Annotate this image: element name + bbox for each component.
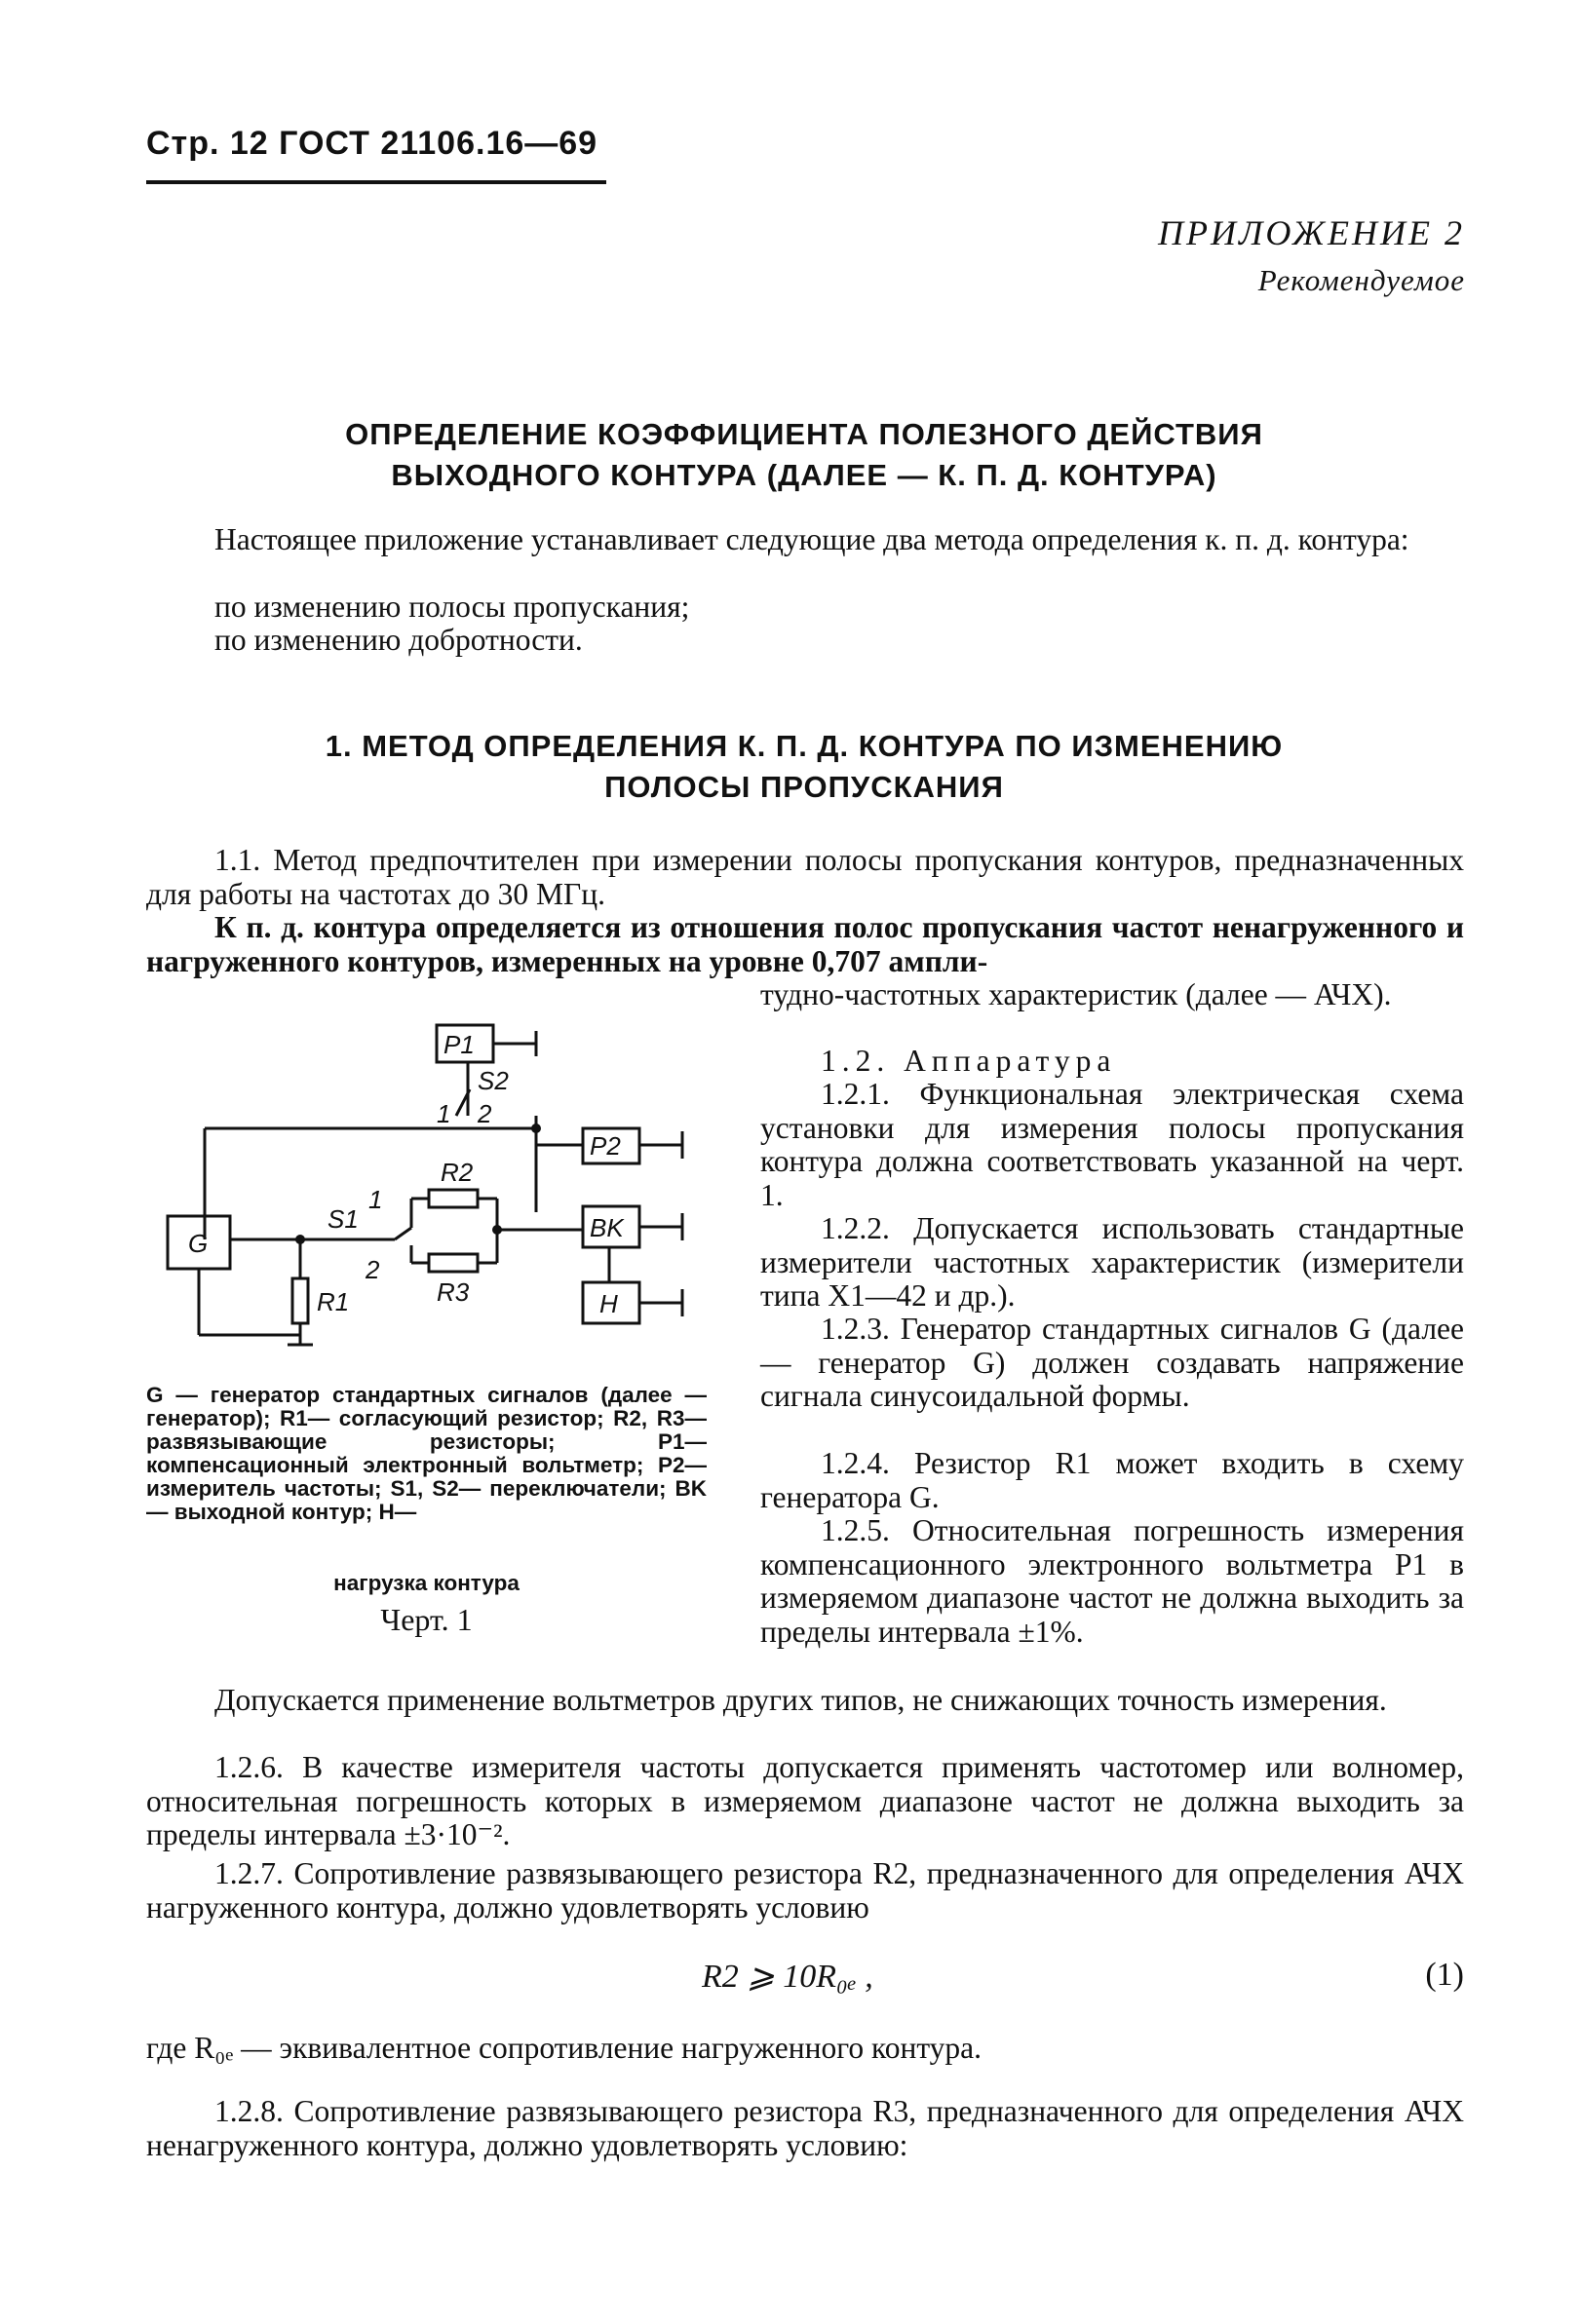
document-title [146,414,1462,496]
r1-resistor [292,1278,308,1323]
circuit-diagram [146,1013,712,1364]
header-rule [146,180,606,184]
paragraph-1-2-3: 1.2.3. Генератор стандартных сигналов G (далее — генератор G) должен создавать напряжение сигнала синусоидальной формы. [760,1312,1464,1413]
label-r2: R2 [441,1158,474,1187]
section-1-title [146,726,1462,808]
label-s1: S1 [328,1204,359,1234]
section-1-title-line1: 1. МЕТОД ОПРЕДЕЛЕНИЯ К. П. Д. КОНТУРА ПО ИЗМЕНЕНИЮ [325,729,1284,763]
label-p1: P1 [443,1030,475,1059]
label-s1-pos2: 2 [366,1255,380,1284]
document-title-line2: ВЫХОДНОГО КОНТУРА (ДАЛЕЕ — К. П. Д. КОНТУРА) [391,458,1217,492]
paragraph-1-2: 1.2. Аппаратура [821,1044,1117,1078]
label-r1: R1 [317,1287,350,1316]
paragraph-voltmeters: Допускается применение вольтметров других типов, не снижающих точность измерения. [214,1683,1387,1717]
label-g: G [188,1229,209,1258]
paragraph-1-2-2: 1.2.2. Допускается использовать стандартные измерители частотных характеристик (измерители типа Х1—42 и др.). [760,1211,1464,1313]
paragraph-1-2-6: 1.2.6. В качестве измерителя частоты допускается применять частотомер или волномер, относительная погрешность которых в измеряемом диапазоне частот не должна выходить за пределы интервала ±3·10⁻². [146,1750,1464,1851]
label-s1-pos1: 1 [368,1185,383,1214]
paragraph-1-2-4: 1.2.4. Резистор R1 может входить в схему генератора G. [760,1446,1464,1514]
figure-caption-last: нагрузка контура [333,1571,520,1595]
document-title-line1: ОПРЕДЕЛЕНИЕ КОЭФФИЦИЕНТА ПОЛЕЗНОГО ДЕЙСТВИЯ [345,417,1263,451]
intro-paragraph: Настоящее приложение устанавливает следующие два метода определения к. п. д. контура: [214,522,1409,556]
r3-resistor [429,1254,478,1272]
paragraph-where: где R₀ₑ — эквивалентное сопротивление нагруженного контура. [146,2031,983,2065]
intro-method-2: по изменению добротности. [214,623,583,657]
label-p2: P2 [590,1131,621,1161]
intro-method-1: по изменению полосы пропускания; [214,590,690,624]
section-1-title-line2: ПОЛОСЫ ПРОПУСКАНИЯ [604,770,1004,804]
figure-caption: G — генератор стандартных сигналов (далее — генератор); R1— согласующий резистор; R2, R3—развязывающие резисторы; P1— компенсационный электронный вольтметр; P2— измеритель частоты; S1, S2— переключатели; BK — выходной контур; H— [146,1383,707,1524]
paragraph-1-1: 1.1. Метод предпочтителен при измерении полосы пропускания контуров, предназначенных для работы на частотах до 30 МГц. [146,843,1464,911]
label-s2: S2 [478,1066,509,1095]
formula-1-number: (1) [1425,1957,1464,1993]
figure-number: Черт. 1 [380,1602,473,1637]
appendix-label: ПРИЛОЖЕНИЕ 2 [1158,213,1465,252]
appendix-status: Рекомендуемое [1257,263,1465,297]
paragraph-1-2-7: 1.2.7. Сопротивление развязывающего резистора R2, предназначенного для определения АЧХ нагруженного контура, должно удовлетворять условию [146,1856,1464,1924]
label-s2-pos1: 1 [437,1099,451,1128]
formula-1-expression: R2 ⩾ 10R₀ₑ , [702,1959,873,1995]
page-header: Стр. 12 ГОСТ 21106.16—69 [146,125,598,162]
paragraph-kpd: К п. д. контура определяется из отношения полос пропускания частот ненагруженного и нагруженного контуров, измеренных на уровне 0,707 ампли- [146,910,1464,978]
label-r3: R3 [437,1277,470,1307]
paragraph-kpd-cont: тудно-частотных характеристик (далее — АЧХ). [760,977,1392,1011]
label-s2-pos2: 2 [478,1099,492,1128]
paragraph-1-2-8: 1.2.8. Сопротивление развязывающего резистора R3, предназначенного для определения АЧХ ненагруженного контура, должно удовлетворять условию: [146,2094,1464,2162]
r2-resistor [429,1190,478,1207]
label-bk: BK [590,1213,624,1242]
paragraph-1-2-1: 1.2.1. Функциональная электрическая схема установки для измерения полосы пропускания контура должна соответствовать указанной на черт. 1. [760,1077,1464,1212]
label-h: H [599,1289,618,1318]
paragraph-1-2-5: 1.2.5. Относительная погрешность измерения компенсационного электронного вольтметра P1 в измеряемом диапазоне частот не должна выходить за пределы интервала ±1%. [760,1513,1464,1649]
